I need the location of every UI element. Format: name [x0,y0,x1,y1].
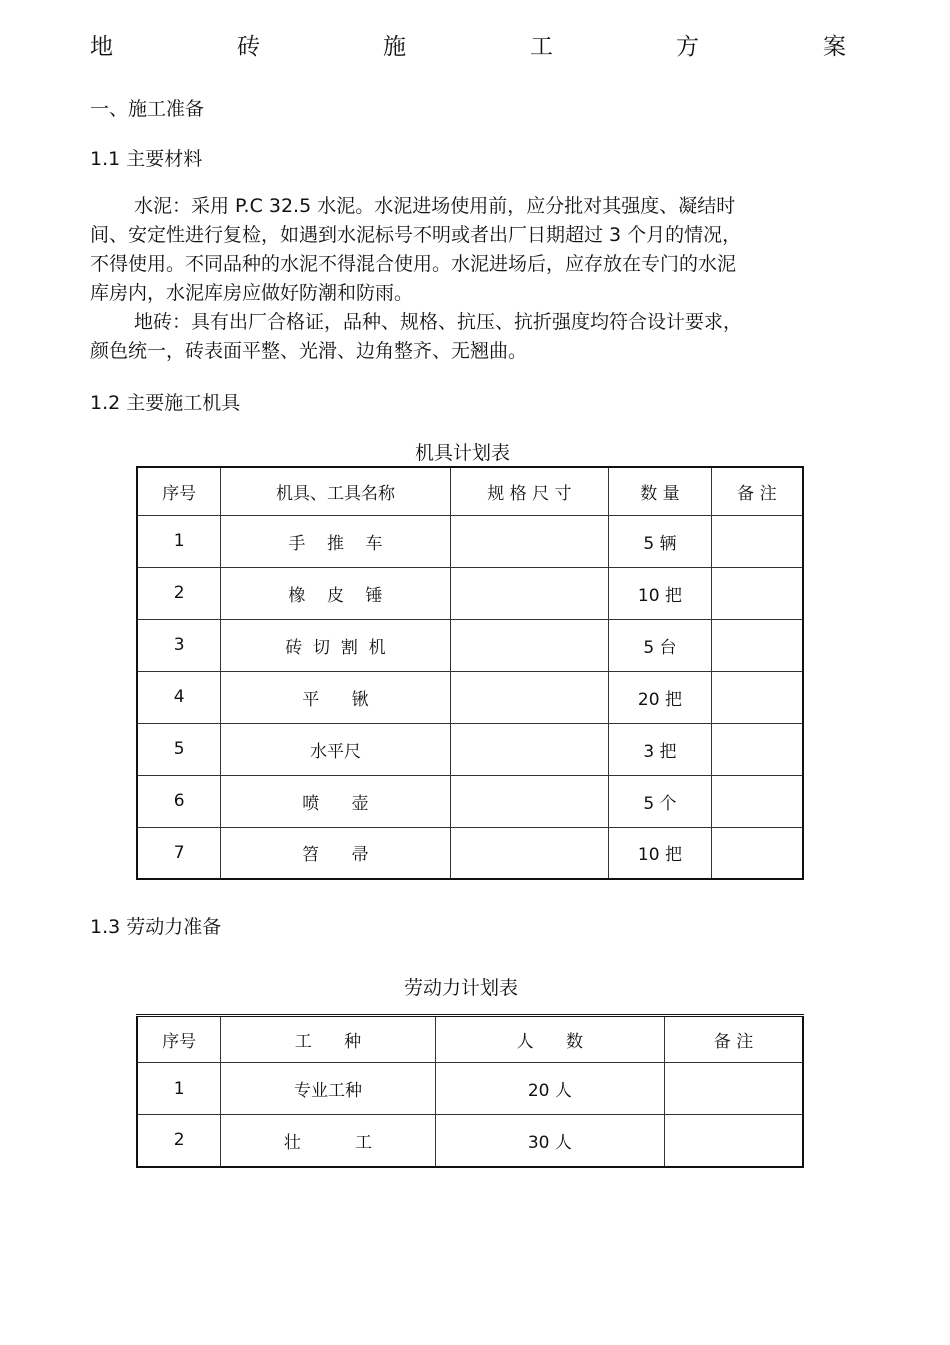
labor-table [136,1014,804,1168]
table-cell: 5 个 [609,775,712,827]
table-row [137,827,803,879]
table-cell: 5 辆 [609,515,712,567]
subsection-heading-materials: 1.1 主要材料 [90,148,203,170]
table-cell [665,1115,804,1167]
table-cell: 笤 帚 [221,827,450,879]
table-row [137,723,803,775]
header-cell: 人 数 [435,1016,664,1063]
table-cell: 平 锹 [221,671,450,723]
table-cell: 5 台 [609,619,712,671]
table-row [137,619,803,671]
paragraph-line: 间、安定性进行复检，如遇到水泥标号不明或者出厂日期超过 3 个月的情况， [90,224,742,246]
subsection-heading-labor: 1.3 劳动力准备 [90,916,222,938]
table-cell [711,827,803,879]
table-cell: 4 [137,671,221,723]
table-cell [450,619,608,671]
table-row [137,567,803,619]
paragraph-line: 地砖：具有出厂合格证，品种、规格、抗压、抗折强度均符合设计要求， [134,311,743,333]
table-caption-labor: 劳动力计划表 [404,977,519,999]
table-cell: 1 [137,1063,221,1115]
table-cell [450,671,608,723]
header-cell: 备 注 [711,467,803,515]
table-cell: 壮 工 [221,1115,435,1167]
table-cell: 专业工种 [221,1063,435,1115]
table-cell: 橡 皮 锤 [221,567,450,619]
table-cell: 2 [137,567,221,619]
table-row [137,1063,803,1115]
table-cell: 手 推 车 [221,515,450,567]
table-cell: 喷 壶 [221,775,450,827]
header-cell: 工 种 [221,1016,435,1063]
header-cell: 序号 [137,1016,221,1063]
table-cell: 30 人 [435,1115,664,1167]
table-cell [711,515,803,567]
table-cell [711,671,803,723]
table-cell: 20 人 [435,1063,664,1115]
table-cell [711,775,803,827]
table-cell: 2 [137,1115,221,1167]
table-header-row [137,1016,803,1063]
title-char: 案 [823,34,846,60]
table-cell [450,515,608,567]
table-cell [450,775,608,827]
table-cell: 10 把 [609,827,712,879]
paragraph-line: 水泥：采用 P.C 32.5 水泥。水泥进场使用前，应分批对其强度、凝结时 [134,195,736,217]
title-char: 地 [90,34,113,60]
table-cell: 10 把 [609,567,712,619]
table-cell [711,619,803,671]
paragraph-line: 不得使用。不同品种的水泥不得混合使用。水泥进场后，应存放在专门的水泥 [90,253,737,275]
table-row [137,1115,803,1167]
table-cell [450,827,608,879]
table-cell: 7 [137,827,221,879]
table-cell [711,723,803,775]
title-char: 砖 [237,34,260,60]
table-cell: 水平尺 [221,723,450,775]
header-cell: 机具、工具名称 [221,467,450,515]
table-cell: 6 [137,775,221,827]
table-cell [450,567,608,619]
header-cell: 备 注 [665,1016,804,1063]
table-cell: 1 [137,515,221,567]
paragraph-line: 库房内，水泥库房应做好防潮和防雨。 [90,282,414,304]
table-cell: 砖 切 割 机 [221,619,450,671]
header-cell: 数 量 [609,467,712,515]
title-char: 工 [530,34,553,60]
title-char: 方 [676,34,699,60]
section-heading: 一、施工准备 [90,98,205,120]
header-cell: 规 格 尺 寸 [450,467,608,515]
table-caption-machinery: 机具计划表 [415,442,511,464]
subsection-heading-machinery: 1.2 主要施工机具 [90,392,241,414]
table-header-row [137,467,803,515]
title-char: 施 [383,34,406,60]
table-cell: 20 把 [609,671,712,723]
table-cell [711,567,803,619]
header-cell: 序号 [137,467,221,515]
table-cell [450,723,608,775]
table-cell [665,1063,804,1115]
machinery-table [136,466,804,880]
table-row [137,775,803,827]
table-cell: 3 [137,619,221,671]
table-cell: 3 把 [609,723,712,775]
table-cell: 5 [137,723,221,775]
table-row [137,515,803,567]
table-row [137,671,803,723]
paragraph-line: 颜色统一，砖表面平整、光滑、边角整齐、无翘曲。 [90,340,528,362]
